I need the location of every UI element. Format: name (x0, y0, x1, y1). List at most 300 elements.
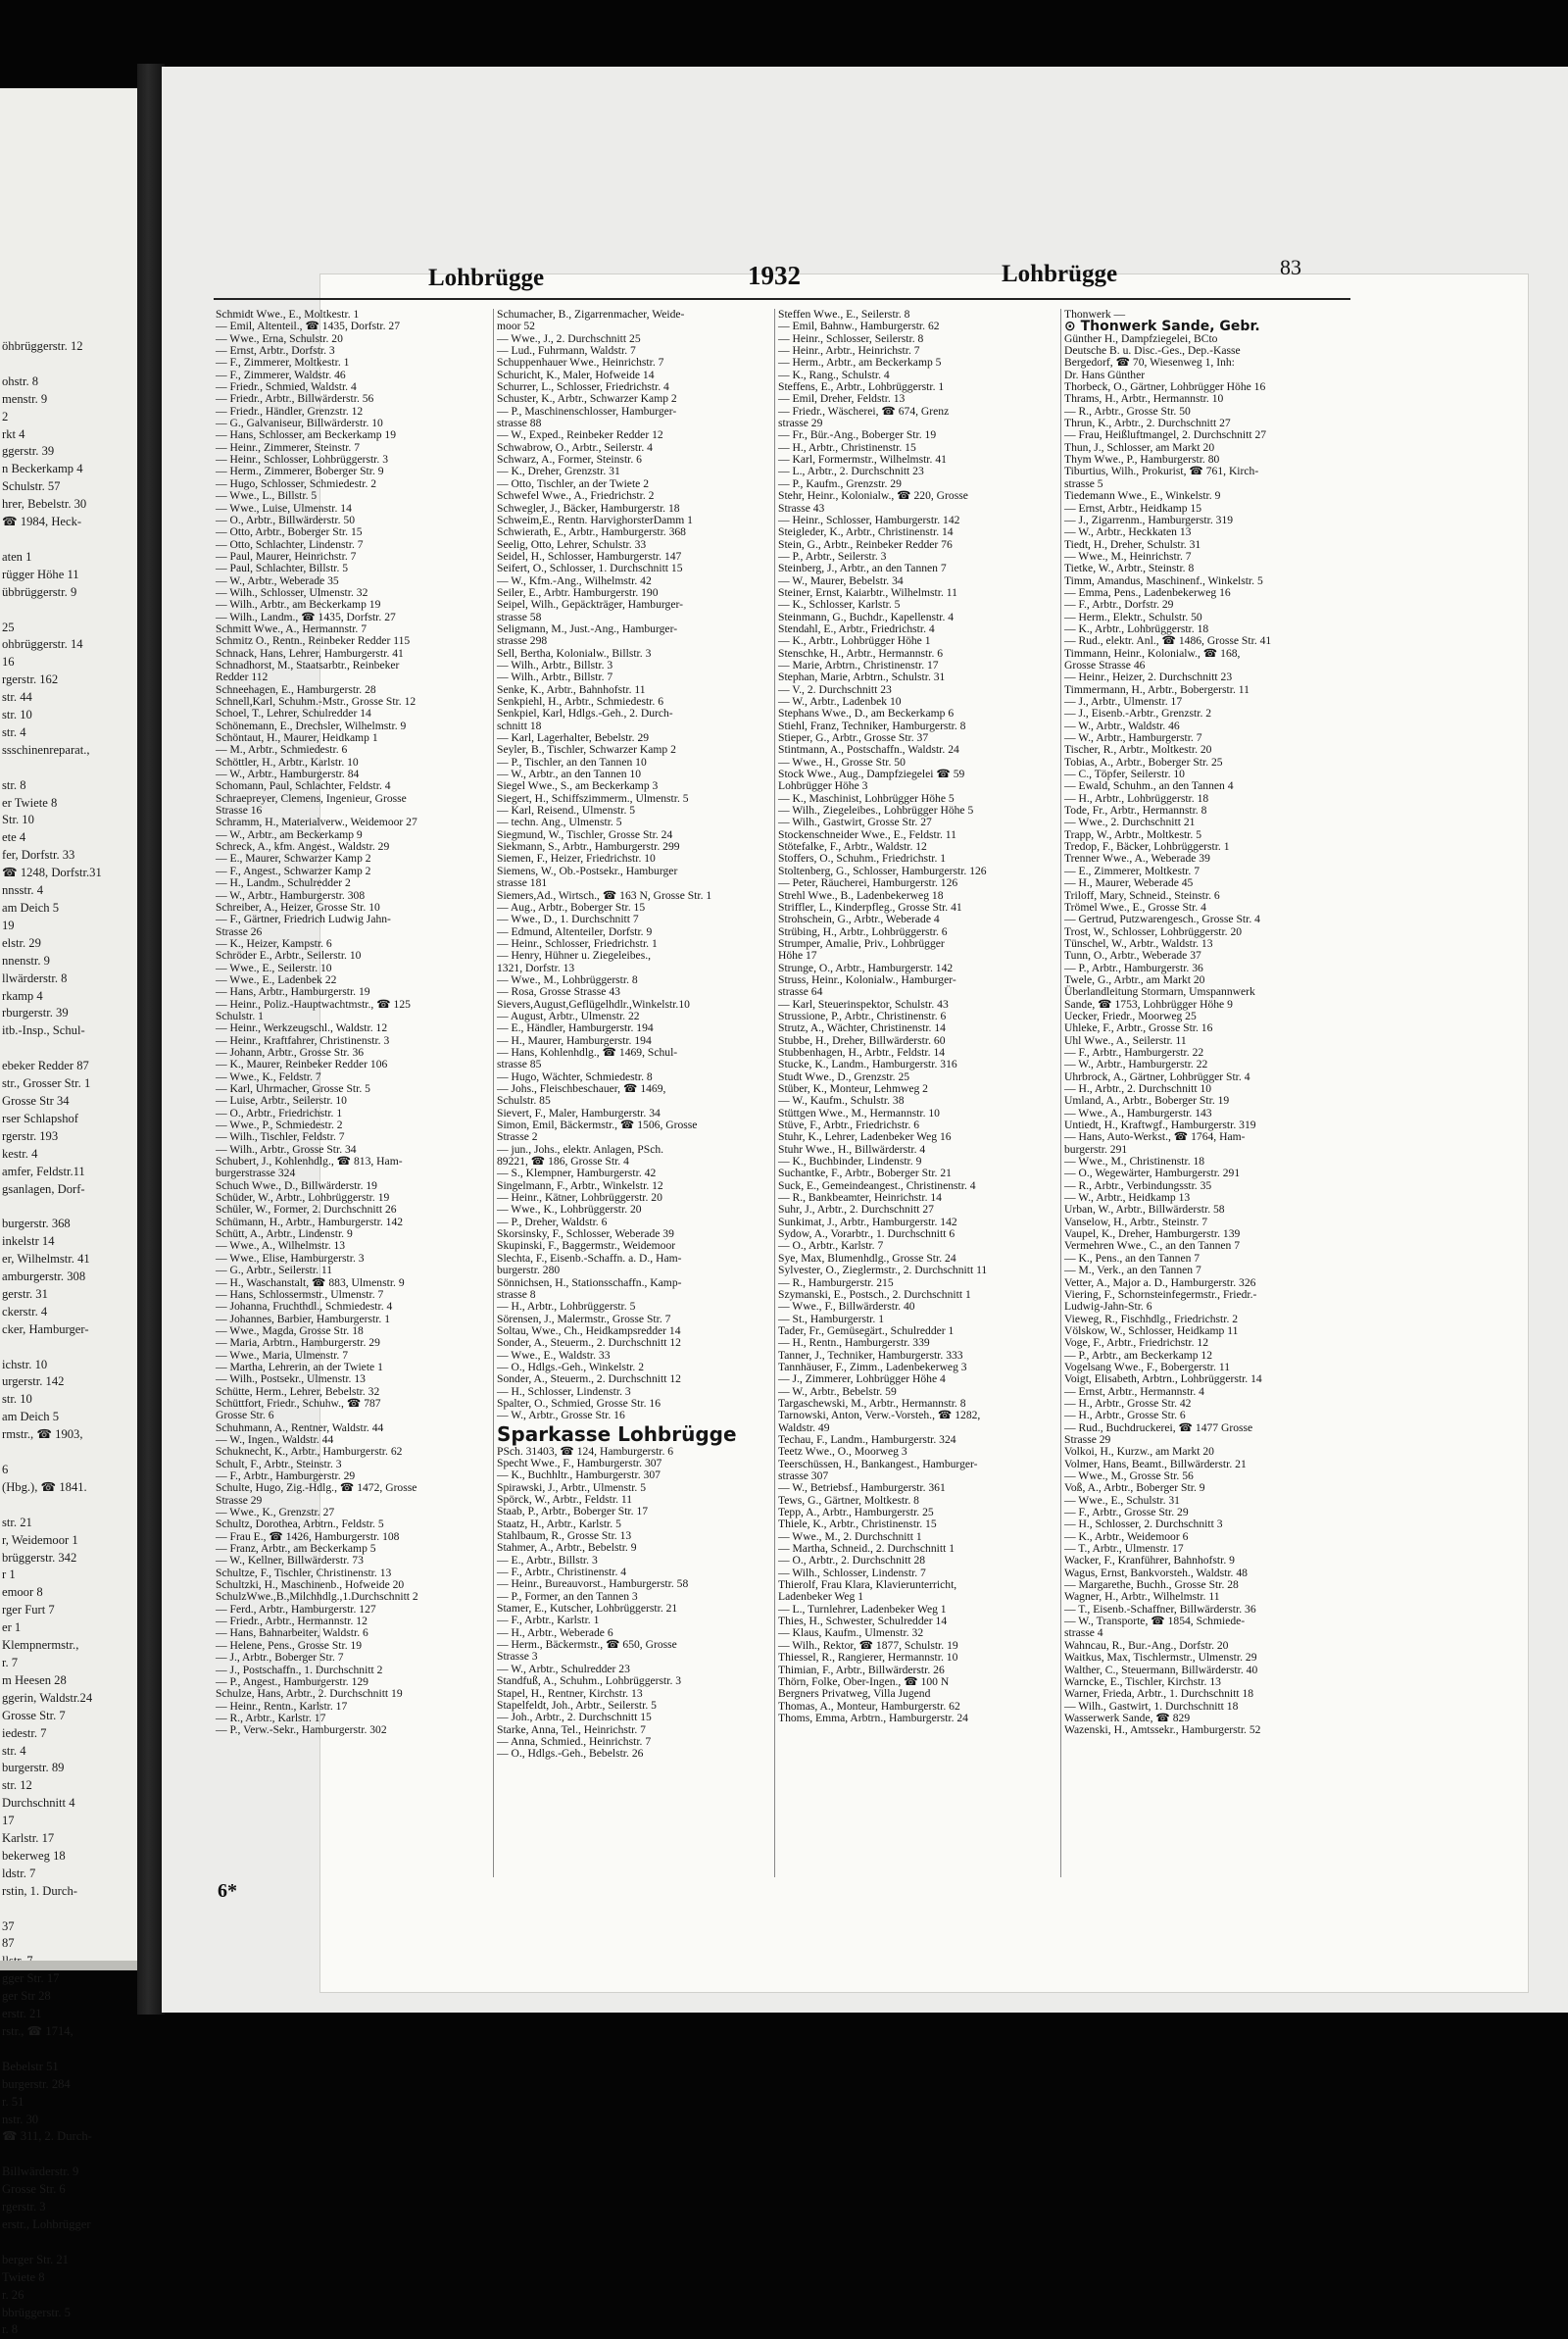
directory-entry: Lohbrügger Höhe 3 (778, 779, 868, 793)
left-page-line: llwärderstr. 8 (2, 970, 68, 985)
directory-entry: — Hugo, Wächter, Schmiedestr. 8 (497, 1070, 653, 1083)
directory-entry: Vermehren Wwe., C., an den Tannen 7 (1064, 1239, 1241, 1253)
directory-entry: — Wwe., K., Grenzstr. 27 (216, 1506, 335, 1519)
directory-entry: — Fr., Bür.-Ang., Boberger Str. 19 (778, 428, 937, 442)
left-page-line: ete 4 (2, 830, 26, 845)
directory-entry: strasse 298 (497, 634, 548, 648)
directory-entry: — W., Arbtr., Schulredder 23 (497, 1662, 630, 1675)
directory-entry: moor 52 (497, 320, 535, 333)
directory-entry: Waitkus, Max, Tischlermstr., Ulmenstr. 29 (1064, 1651, 1257, 1665)
directory-entry: Stahmer, A., Arbtr., Bebelstr. 9 (497, 1541, 637, 1555)
directory-entry: — P., Arbtr., Seilerstr. 3 (778, 549, 887, 563)
directory-entry: — Karl, Reisend., Ulmenstr. 5 (497, 804, 636, 818)
directory-entry: Thym Wwe., P., Hamburgerstr. 80 (1064, 453, 1220, 467)
left-page-line: 25 (2, 620, 15, 634)
directory-entry: Höhe 17 (778, 949, 817, 963)
directory-entry: — Otto, Schlachter, Lindenstr. 7 (216, 537, 364, 551)
directory-entry: Schulte, Hugo, Zig.-Hdlg., ☎ 1472, Grosse (216, 1481, 417, 1495)
directory-entry: — F., Arbtr., Hamburgerstr. 29 (216, 1469, 356, 1482)
directory-entry: Wahncau, R., Bur.-Ang., Dorfstr. 20 (1064, 1638, 1229, 1652)
directory-entry: Timmermann, H., Arbtr., Bobergerstr. 11 (1064, 682, 1250, 696)
directory-entry: Thiele, K., Arbtr., Christinenstr. 15 (778, 1518, 937, 1531)
directory-entry: Seifert, O., Schlosser, 1. Durchschnitt 15 (497, 562, 683, 575)
directory-entry: — Johs., Fleischbeschauer, ☎ 1469, (497, 1082, 666, 1095)
directory-entry: — Ewald, Schuhm., an den Tannen 4 (1064, 779, 1234, 793)
directory-entry: — H., Schlosser, Lindenstr. 3 (497, 1384, 631, 1398)
directory-entry: — O., Hdlgs.-Geh., Bebelstr. 26 (497, 1747, 644, 1761)
directory-entry: — P., Angest., Hamburgerstr. 129 (216, 1674, 368, 1688)
directory-entry: — Rud., elektr. Anl., ☎ 1486, Grosse Str. 41 (1064, 634, 1272, 648)
directory-entry: Schuknecht, K., Arbtr., Hamburgerstr. 62 (216, 1445, 403, 1459)
directory-entry: Thun, J., Schlosser, am Markt 20 (1064, 440, 1215, 454)
directory-entry: — W., Arbtr., Hamburgerstr. 84 (216, 768, 360, 781)
directory-entry: Siemen, F., Heizer, Friedrichstr. 10 (497, 852, 656, 866)
left-page-line: Grosse Str. 6 (2, 2182, 66, 2197)
left-page-line: Durchschnitt 4 (2, 1796, 75, 1811)
directory-entry: — L., Arbtr., 2. Durchschnitt 23 (778, 465, 924, 478)
left-page-line: rstin, 1. Durch- (2, 1883, 77, 1898)
directory-entry: Sell, Bertha, Kolonialw., Billstr. 3 (497, 646, 652, 660)
directory-entry: Schultzki, H., Maschinenb., Hofweide 20 (216, 1578, 405, 1592)
directory-entry: — W., Arbtr., Bebelstr. 59 (778, 1384, 897, 1398)
directory-entry: — W., Kfm.-Ang., Wilhelmstr. 42 (497, 573, 652, 587)
directory-entry: Tiedemann Wwe., E., Winkelstr. 9 (1064, 489, 1221, 503)
directory-entry: Trapp, W., Arbtr., Moltkestr. 5 (1064, 827, 1202, 841)
directory-entry: Ladenbeker Weg 1 (778, 1590, 864, 1604)
directory-entry: — W., Maurer, Bebelstr. 34 (778, 573, 904, 587)
directory-entry: — Friedr., Arbtr., Hermannstr. 12 (216, 1615, 368, 1628)
directory-entry: — Rud., Buchdruckerei, ☎ 1477 Grosse (1064, 1420, 1253, 1434)
left-page-line: ohstr. 8 (2, 373, 39, 388)
directory-entry: — Wilh., Schlosser, Lindenstr. 7 (778, 1566, 926, 1579)
directory-entry: Sunkimat, J., Arbtr., Hamburgerstr. 142 (778, 1215, 957, 1228)
directory-entry: — Wwe., E., Seilerstr. 10 (216, 961, 332, 974)
directory-entry: Walther, C., Steuermann, Billwärderstr. 40 (1064, 1663, 1258, 1676)
left-page-line: 37 (2, 1918, 15, 1933)
directory-entry: Uhleke, F., Arbtr., Grosse Str. 16 (1064, 1021, 1213, 1035)
directory-entry: — W., Transporte, ☎ 1854, Schmiede- (1064, 1615, 1246, 1628)
directory-entry: Urban, W., Arbtr., Billwärderstr. 58 (1064, 1203, 1225, 1217)
directory-entry: Schöttler, H., Arbtr., Karlstr. 10 (216, 755, 359, 769)
directory-entry: — Wilh., Gastwirt, Grosse Str. 27 (778, 816, 932, 829)
directory-entry: Stucke, K., Landm., Hamburgerstr. 316 (778, 1058, 957, 1071)
directory-entry: — F., Zimmerer, Moltkestr. 1 (216, 356, 350, 370)
directory-entry: — Peter, Räucherei, Hamburgerstr. 126 (778, 876, 958, 890)
left-page-line: emoor 8 (2, 1585, 43, 1600)
directory-entry: Schöntaut, H., Maurer, Heidkamp 1 (216, 731, 378, 745)
directory-entry: Stock Wwe., Aug., Dampfziegelei ☎ 59 (778, 768, 965, 781)
directory-entry: Senke, K., Arbtr., Bahnhofstr. 11 (497, 682, 646, 696)
left-page-line: ebeker Redder 87 (2, 1059, 89, 1073)
left-page-line (2, 1040, 147, 1058)
directory-entry: — R., Bankbeamter, Heinrichstr. 14 (778, 1191, 942, 1205)
directory-entry: Ludwig-Jahn-Str. 6 (1064, 1300, 1152, 1314)
directory-entry: schnitt 18 (497, 719, 542, 732)
directory-entry: — H., Maurer, Hamburgerstr. 194 (497, 1033, 652, 1047)
directory-entry: — W., Arbtr., Grosse Str. 16 (497, 1409, 625, 1422)
left-page-line (2, 602, 147, 620)
directory-entry: — Hans, Schlosser, am Beckerkamp 19 (216, 428, 397, 442)
directory-entry: — Wilh., Gastwirt, 1. Durchschnitt 18 (1064, 1699, 1239, 1713)
left-page-line: rburgerstr. 39 (2, 1006, 69, 1020)
directory-entry: — Karl, Formermstr., Wilhelmstr. 41 (778, 453, 947, 467)
left-page-line: str. 10 (2, 1392, 32, 1407)
directory-entry: burgerstr. 291 (1064, 1142, 1128, 1156)
directory-entry: Grosse Strasse 46 (1064, 658, 1146, 672)
directory-entry: — P., Maschinenschlosser, Hamburger- (497, 404, 677, 418)
left-page-line: r. 8 (2, 2322, 19, 2337)
directory-entry: Sievert, F., Maler, Hamburgerstr. 34 (497, 1106, 661, 1120)
directory-entry: — Emil, Altenteil., ☎ 1435, Dorfstr. 27 (216, 320, 401, 333)
left-page-line: menstr. 9 (2, 391, 48, 406)
directory-entry: Stüber, K., Monteur, Lehmweg 2 (778, 1082, 928, 1095)
directory-entry: — Heinr., Rentn., Karlstr. 17 (216, 1699, 348, 1713)
directory-entry: — R., Arbtr., Karlstr. 17 (216, 1711, 326, 1724)
directory-entry: — Wwe., F., Billwärderstr. 40 (778, 1300, 915, 1314)
directory-entry: Strasse 16 (216, 804, 263, 818)
left-page-line: r. 51 (2, 2094, 24, 2109)
directory-entry: Starke, Anna, Tel., Heinrichstr. 7 (497, 1722, 646, 1736)
directory-entry: — Wwe., 2. Durchschnitt 21 (1064, 816, 1196, 829)
directory-entry: Schmitz O., Rentn., Reinbeker Redder 115 (216, 634, 411, 648)
directory-entry: — W., Betriebsf., Hamburgerstr. 361 (778, 1481, 946, 1495)
directory-entry: Strasse 29 (1064, 1432, 1111, 1446)
directory-entry: — Hugo, Schlosser, Schmiedestr. 2 (216, 476, 377, 490)
directory-entry: — K., Pens., an den Tannen 7 (1064, 1251, 1200, 1265)
directory-entry: — Hans, Kohlenhdlg., ☎ 1469, Schul- (497, 1045, 678, 1059)
left-page-line: amfer, Feldstr.11 (2, 1164, 85, 1178)
directory-entry: Schubert, J., Kohlenhdlg., ☎ 813, Ham- (216, 1155, 403, 1169)
directory-entry: Senkpiel, Karl, Hdlgs.-Geh., 2. Durch- (497, 707, 673, 721)
directory-entry: Specht Wwe., F., Hamburgerstr. 307 (497, 1456, 662, 1469)
directory-entry: — W., Arbtr., Waldstr. 46 (1064, 719, 1180, 732)
directory-entry: — Friedr., Händler, Grenzstr. 12 (216, 404, 364, 418)
directory-entry: — Wilh., Tischler, Feldstr. 7 (216, 1130, 345, 1144)
directory-entry: Vanselow, H., Arbtr., Steinstr. 7 (1064, 1215, 1208, 1228)
left-page-line: Str. 10 (2, 813, 34, 827)
directory-entry: Staatz, H., Arbtr., Karlstr. 5 (497, 1517, 621, 1530)
directory-entry: — Wwe., M., 2. Durchschnitt 1 (778, 1529, 922, 1543)
directory-entry: — Luise, Arbtr., Seilerstr. 10 (216, 1094, 347, 1108)
directory-entry: Tews, G., Gärtner, Moltkestr. 8 (778, 1493, 919, 1507)
left-page-line: 17 (2, 1814, 15, 1828)
directory-entry: — Friedr., Wäscherei, ☎ 674, Grenz (778, 404, 950, 418)
directory-entry: Steiner, Ernst, Kaiarbtr., Wilhelmstr. 11 (778, 585, 957, 599)
directory-entry: Schüler, W., Former, 2. Durchschnitt 26 (216, 1203, 397, 1217)
left-page-line: r, Weidemoor 1 (2, 1532, 78, 1547)
directory-entry: — Frau E., ☎ 1426, Hamburgerstr. 108 (216, 1529, 400, 1543)
directory-entry: Strohschein, G., Arbtr., Weberade 4 (778, 913, 940, 926)
left-page-line: ger Str 28 (2, 1989, 51, 2004)
directory-entry: — Emil, Dreher, Feldstr. 13 (778, 392, 906, 406)
directory-entry: Schulstr. 1 (216, 1009, 264, 1022)
directory-entry: Völskow, W., Schlosser, Heidkamp 11 (1064, 1323, 1239, 1337)
directory-entry: Strasse 29 (216, 1493, 263, 1507)
directory-entry: Tarnowski, Anton, Verw.-Vorsteh., ☎ 1282, (778, 1409, 981, 1422)
directory-entry: — K., Arbtr., Weidemoor 6 (1064, 1529, 1189, 1543)
directory-entry: Steinberg, J., Arbtr., an den Tannen 7 (778, 562, 947, 575)
directory-entry: — O., Arbtr., Billwärderstr. 50 (216, 513, 356, 526)
directory-entry: Schwegler, J., Bäcker, Hamburgerstr. 18 (497, 501, 680, 515)
directory-entry: — T., Arbtr., Ulmenstr. 17 (1064, 1542, 1184, 1556)
directory-entry: — R., Arbtr., Grosse Str. 50 (1064, 404, 1191, 418)
directory-entry: Schultze, F., Tischler, Christinenstr. 13 (216, 1566, 392, 1579)
directory-entry: — W., Ingen., Waldstr. 44 (216, 1432, 334, 1446)
directory-entry: — K., Heizer, Kampstr. 6 (216, 936, 332, 950)
left-page-line: er 1 (2, 1620, 22, 1635)
directory-entry: Simon, Emil, Bäckermstr., ☎ 1506, Grosse (497, 1119, 698, 1132)
directory-entry: Tünschel, W., Arbtr., Waldstr. 13 (1064, 936, 1213, 950)
directory-entry: Stieper, G., Arbtr., Grosse Str. 37 (778, 731, 929, 745)
directory-entry: Warncke, E., Tischler, Kirchstr. 13 (1064, 1674, 1221, 1688)
directory-entry: strasse 58 (497, 610, 542, 623)
directory-entry: Schultz, Dorothea, Arbtrn., Feldstr. 5 (216, 1518, 384, 1531)
directory-entry: — Wwe., K., Lohbrüggerstr. 20 (497, 1203, 642, 1217)
directory-entry: Strasse 2 (497, 1130, 538, 1144)
directory-entry: Stiehl, Franz, Techniker, Hamburgerstr. 8 (778, 719, 966, 732)
directory-entry: — M., Arbtr., Schmiedestr. 6 (216, 743, 348, 757)
directory-entry: Schult, F., Arbtr., Steinstr. 3 (216, 1457, 342, 1470)
directory-entry: Bergners Privatweg, Villa Jugend (778, 1687, 931, 1701)
left-page-line: n Beckerkamp 4 (2, 462, 83, 476)
directory-entry: Tunn, O., Arbtr., Weberade 37 (1064, 949, 1201, 963)
directory-entry: — Heinr., Arbtr., Heinrichstr. 7 (778, 344, 920, 358)
directory-entry: Siegmund, W., Tischler, Grosse Str. 24 (497, 827, 673, 841)
left-page-line: m Heesen 28 (2, 1672, 67, 1687)
directory-entry: Steigleder, K., Arbtr., Christinenstr. 14 (778, 525, 954, 539)
directory-column-1 (216, 309, 490, 1867)
directory-entry: Schüder, W., Arbtr., Lohbrüggerstr. 19 (216, 1191, 390, 1205)
directory-entry: — Martha, Lehrerin, an der Twiete 1 (216, 1360, 383, 1373)
left-page-line (2, 2041, 147, 2059)
directory-entry: Stapel, H., Rentner, Kirchstr. 13 (497, 1686, 643, 1700)
directory-entry: Schütte, Herm., Lehrer, Bebelstr. 32 (216, 1384, 380, 1398)
directory-entry: Tanner, J., Techniker, Hamburgerstr. 333 (778, 1348, 963, 1362)
directory-entry: — Johannes, Barbier, Hamburgerstr. 1 (216, 1312, 391, 1325)
directory-entry: — Heinr., Schlosser, Lohbrüggerstr. 3 (216, 453, 388, 467)
directory-entry: — Emil, Bahnw., Hamburgerstr. 62 (778, 320, 940, 333)
directory-entry: — H., Arbtr., Weberade 6 (497, 1625, 613, 1639)
directory-entry: Waldstr. 49 (778, 1420, 830, 1434)
directory-entry: — F., Arbtr., Christinenstr. 4 (497, 1566, 627, 1579)
directory-entry: — St., Hamburgerstr. 1 (778, 1312, 884, 1325)
directory-entry: Thimian, F., Arbtr., Billwärderstr. 26 (778, 1663, 945, 1676)
directory-entry: — Wwe., Maria, Ulmenstr. 7 (216, 1348, 349, 1362)
left-page-line: er, Wilhelmstr. 41 (2, 1252, 90, 1267)
directory-entry: 1321, Dorfstr. 13 (497, 961, 575, 974)
directory-entry: — W., Arbtr., Ladenbek 10 (778, 695, 902, 708)
left-page-line: rser Schlapshof (2, 1111, 78, 1125)
directory-columns (216, 309, 1352, 1877)
directory-entry: Szymanski, E., Postsch., 2. Durchschnitt 1 (778, 1287, 971, 1301)
directory-entry: Thonwerk — (1064, 308, 1126, 321)
directory-entry: Stahlbaum, R., Grosse Str. 13 (497, 1529, 632, 1543)
directory-entry: Schmidt Wwe., E., Moltkestr. 1 (216, 308, 360, 321)
directory-entry: — Helene, Pens., Grosse Str. 19 (216, 1638, 363, 1652)
header-year: 1932 (748, 261, 801, 290)
directory-entry: Schnadhorst, M., Staatsarbtr., Reinbeker (216, 658, 400, 672)
directory-entry: Schuricht, K., Maler, Hofweide 14 (497, 368, 655, 381)
directory-entry: — H., Maurer, Weberade 45 (1064, 876, 1194, 890)
left-page-line: aten 1 (2, 549, 32, 564)
left-page-line: Billwärderstr. 9 (2, 2165, 79, 2179)
directory-entry: — W., Arbtr., Hamburgerstr. 22 (1064, 1058, 1208, 1071)
directory-entry: strasse 64 (778, 985, 823, 999)
directory-entry: Seidel, H., Schlosser, Hamburgerstr. 147 (497, 549, 682, 563)
directory-entry: — J., Arbtr., Boberger Str. 7 (216, 1651, 344, 1665)
left-page-line: brüggerstr. 342 (2, 1550, 77, 1565)
directory-entry: Tannhäuser, F., Zimm., Ladenbekerweg 3 (778, 1360, 967, 1373)
directory-entry: Schumacher, B., Zigarrenmacher, Weide- (497, 308, 685, 321)
directory-entry: Thomas, A., Monteur, Hamburgerstr. 62 (778, 1699, 960, 1713)
directory-entry: — Wilh., Postsekr., Ulmenstr. 13 (216, 1372, 366, 1386)
directory-entry: Tepp, A., Arbtr., Hamburgerstr. 25 (778, 1506, 934, 1519)
directory-entry: Skorsinsky, F., Schlosser, Weberade 39 (497, 1227, 674, 1241)
directory-entry: Stintmann, A., Postschaffn., Waldstr. 24 (778, 743, 959, 757)
directory-entry: — Wilh., Schlosser, Ulmenstr. 32 (216, 585, 368, 599)
directory-entry: — R., Arbtr., Verbindungsstr. 35 (1064, 1178, 1212, 1192)
left-page-line: erstr. 21 (2, 2007, 42, 2021)
directory-entry: — Wwe., Erna, Schulstr. 20 (216, 331, 343, 345)
directory-entry: Techau, F., Landm., Hamburgerstr. 324 (778, 1432, 956, 1446)
thonwerk-heading: ⊙ Thonwerk Sande, Gebr. (1064, 319, 1260, 335)
directory-entry: — Wwe., Magda, Grosse Str. 18 (216, 1323, 364, 1337)
directory-entry: Thies, H., Schwester, Schulredder 14 (778, 1615, 948, 1628)
directory-entry: Steffen Wwe., E., Seilerstr. 8 (778, 308, 910, 321)
directory-entry: — P., Former, an den Tannen 3 (497, 1589, 638, 1603)
directory-entry: Sonder, A., Steuerm., 2. Durchschnitt 12 (497, 1372, 681, 1386)
directory-entry: — Klaus, Kaufm., Ulmenstr. 32 (778, 1626, 924, 1640)
left-page-line: urgerstr. 142 (2, 1374, 65, 1389)
directory-entry: — K., Rang., Schulstr. 4 (778, 368, 890, 381)
directory-entry: — techn. Ang., Ulmenstr. 5 (497, 816, 622, 829)
directory-entry: — Wwe., M., Lohbrüggerstr. 8 (497, 972, 638, 986)
directory-entry: — K., Arbtr., Lohbrügger Höhe 1 (778, 634, 931, 648)
directory-entry: — E., Händler, Hamburgerstr. 194 (497, 1021, 654, 1035)
left-page-line: fer, Dorfstr. 33 (2, 848, 75, 863)
directory-entry: — K., Buchhltr., Hamburgerstr. 307 (497, 1468, 661, 1482)
directory-entry: — Franz, Arbtr., am Beckerkamp 5 (216, 1542, 376, 1556)
directory-entry: Schwefel Wwe., A., Friedrichstr. 2 (497, 489, 655, 503)
directory-entry: — H., Waschanstalt, ☎ 883, Ulmenstr. 9 (216, 1275, 405, 1289)
left-page-line: 19 (2, 918, 15, 932)
directory-entry: Schreck, A., kfm. Angest., Waldstr. 29 (216, 840, 390, 854)
left-page-line: r. 26 (2, 2287, 24, 2302)
directory-entry: Schütt, A., Arbtr., Lindenstr. 9 (216, 1227, 353, 1241)
directory-entry: Stenschke, H., Arbtr., Hermannstr. 6 (778, 646, 944, 660)
column-divider (1060, 309, 1061, 1877)
left-page-line: am Deich 5 (2, 1410, 60, 1424)
directory-entry: — Ernst, Arbtr., Heidkamp 15 (1064, 501, 1202, 515)
directory-entry: Schnell,Karl, Schuhm.-Mstr., Grosse Str. 12 (216, 695, 416, 708)
left-page-line: nnsstr. 4 (2, 883, 43, 898)
left-page-line: gerstr. 31 (2, 1286, 48, 1301)
directory-entry: Stein, G., Arbtr., Reinbeker Redder 76 (778, 537, 953, 551)
directory-entry: — August, Arbtr., Ulmenstr. 22 (497, 1009, 640, 1022)
left-page-line: str. 8 (2, 777, 26, 792)
directory-entry: Seelig, Otto, Lehrer, Schulstr. 33 (497, 537, 647, 551)
directory-entry: — Wwe., J., 2. Durchschnitt 25 (497, 331, 641, 345)
directory-entry: Stockenschneider Wwe., E., Feldstr. 11 (778, 827, 956, 841)
directory-entry: — Wwe., M., Grosse Str. 56 (1064, 1469, 1194, 1482)
left-page-line: bekerweg 18 (2, 1848, 66, 1863)
left-page-line (2, 1339, 147, 1357)
directory-entry: — W., Arbtr., Heckkaten 13 (1064, 525, 1192, 539)
directory-entry: Tiedt, H., Dreher, Schulstr. 31 (1064, 537, 1201, 551)
directory-entry: — Friedr., Schmied, Waldstr. 4 (216, 380, 357, 394)
left-page-line (2, 1901, 147, 1918)
directory-entry: Vogelsang Wwe., F., Bobergerstr. 11 (1064, 1360, 1230, 1373)
directory-entry: — K., Maschinist, Lohbrügger Höhe 5 (778, 791, 955, 805)
directory-entry: — F., Angest., Schwarzer Kamp 2 (216, 864, 371, 877)
left-page-line: r. 7 (2, 1655, 19, 1669)
directory-entry: Suchantke, F., Arbtr., Boberger Str. 21 (778, 1167, 952, 1180)
directory-entry: — Wilh., Arbtr., am Beckerkamp 19 (216, 598, 381, 612)
directory-entry: — Heinr., Heizer, 2. Durchschnitt 23 (1064, 671, 1233, 684)
directory-entry: — Aug., Arbtr., Boberger Str. 15 (497, 900, 646, 914)
directory-entry: — H., Arbtr., Lohbrüggerstr. 18 (1064, 791, 1209, 805)
directory-entry: Uhrbrock, A., Gärtner, Lohbrügger Str. 4 (1064, 1070, 1250, 1083)
directory-entry: strasse 85 (497, 1058, 542, 1071)
left-page-line (2, 2146, 147, 2164)
directory-entry: — Heinr., Bureauvorst., Hamburgerstr. 58 (497, 1577, 689, 1591)
directory-entry: Schoel, T., Lehrer, Schulredder 14 (216, 707, 371, 721)
directory-entry: 89221, ☎ 186, Grosse Str. 4 (497, 1155, 629, 1169)
left-page-line (2, 1444, 147, 1462)
directory-entry: — W., Arbtr., an den Tannen 10 (497, 768, 642, 781)
directory-entry: Strussione, P., Arbtr., Christinenstr. 6 (778, 1009, 947, 1022)
directory-entry: Slechta, F., Eisenb.-Schaffn. a. D., Ham- (497, 1251, 682, 1265)
directory-entry: Tredop, F., Bäcker, Lohbrüggerstr. 1 (1064, 840, 1230, 854)
directory-entry: Stuhr, K., Lehrer, Ladenbeker Weg 16 (778, 1130, 952, 1144)
directory-entry: Spirawski, J., Arbtr., Ulmenstr. 5 (497, 1480, 647, 1494)
directory-entry: — Johanna, Fruchthdl., Schmiedestr. 4 (216, 1300, 393, 1314)
left-page-line: rstr., ☎ 1714, (2, 2024, 74, 2038)
directory-entry: — P., Verw.-Sekr., Hamburgerstr. 302 (216, 1723, 387, 1737)
directory-entry: strasse 88 (497, 417, 542, 430)
directory-entry: — E., Zimmerer, Moltkestr. 7 (1064, 864, 1200, 877)
directory-entry: — J., Postschaffn., 1. Durchschnitt 2 (216, 1663, 383, 1676)
directory-entry: Targaschewski, M., Arbtr., Hermannstr. 8 (778, 1396, 966, 1410)
directory-entry: Schraepreyer, Clemens, Ingenieur, Grosse (216, 791, 407, 805)
directory-entry: — E., Arbtr., Billstr. 3 (497, 1553, 598, 1567)
directory-entry: Seiler, E., Arbtr. Hamburgerstr. 190 (497, 585, 659, 599)
directory-entry: — Herm., Zimmerer, Boberger Str. 9 (216, 465, 384, 478)
directory-entry: — W., Exped., Reinbeker Redder 12 (497, 428, 663, 442)
left-page-line: Twiete 8 (2, 2269, 45, 2284)
directory-entry: — H., Arbtr., Lohbrüggerstr. 5 (497, 1300, 636, 1314)
directory-entry: — F., Gärtner, Friedrich Ludwig Jahn- (216, 913, 391, 926)
directory-entry: Strehl Wwe., B., Ladenbekerweg 18 (778, 888, 944, 902)
directory-entry: — J., Zigarrenm., Hamburgerstr. 319 (1064, 513, 1234, 526)
left-page-line: rkt 4 (2, 426, 25, 441)
directory-entry: Schneehagen, E., Hamburgerstr. 28 (216, 682, 376, 696)
directory-entry: Stapelfeldt, Joh., Arbtr., Seilerstr. 5 (497, 1698, 657, 1712)
directory-entry: — Heinr., Schlosser, Friedrichstr. 1 (497, 936, 658, 950)
directory-entry: Timm, Amandus, Maschinenf., Winkelstr. 5 (1064, 573, 1263, 587)
left-page-line: gsanlagen, Dorf- (2, 1181, 85, 1196)
directory-entry: — K., Arbtr., Lohbrüggerstr. 18 (1064, 622, 1209, 635)
left-page-line: rger Furt 7 (2, 1603, 55, 1617)
directory-entry: — Otto, Arbtr., Boberger Str. 15 (216, 525, 363, 539)
directory-entry: Teetz Wwe., O., Moorweg 3 (778, 1445, 907, 1459)
directory-entry: Voigt, Elisabeth, Arbtrn., Lohbrüggerstr. 14 (1064, 1372, 1262, 1386)
directory-entry: Tader, Fr., Gemüsegärt., Schulredder 1 (778, 1323, 955, 1337)
left-page-lines (2, 338, 147, 2339)
directory-entry: Sönnichsen, H., Stationsschaffn., Kamp- (497, 1275, 682, 1289)
directory-entry: — H., Arbtr., 2. Durchschnitt 10 (1064, 1082, 1212, 1095)
directory-entry: Untiedt, H., Kraftwgf., Hamburgerstr. 319 (1064, 1119, 1256, 1132)
